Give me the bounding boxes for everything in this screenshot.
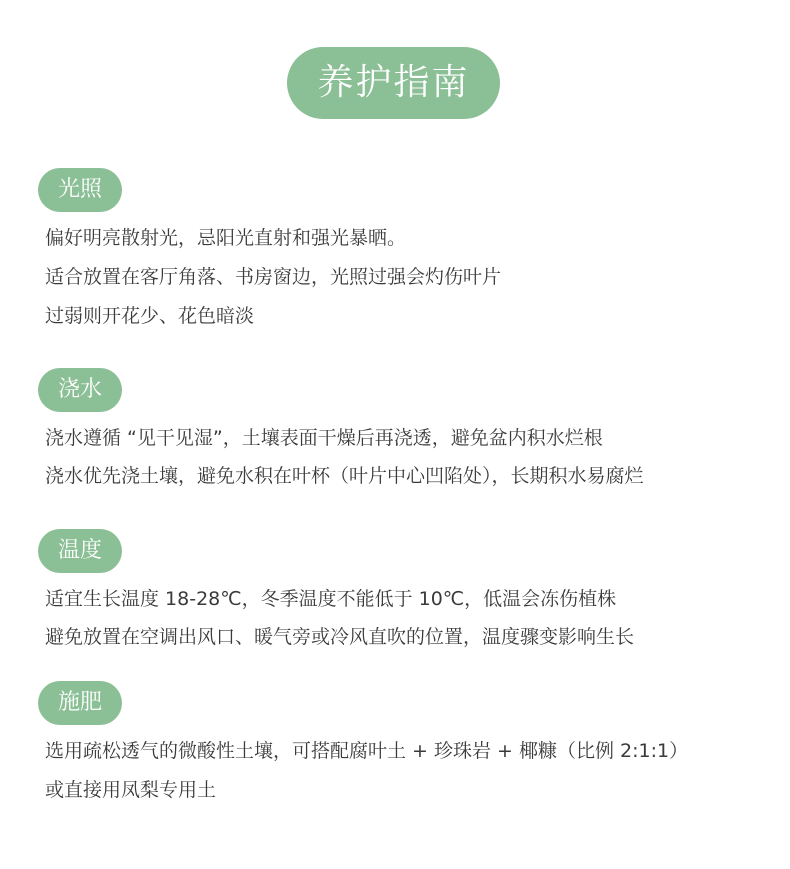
section-text-line: 浇水优先浇土壤，避免水积在叶杯（叶片中心凹陷处），长期积水易腐烂	[45, 465, 644, 487]
section-text-line: 适宜生长温度 18-28℃，冬季温度不能低于 10℃，低温会冻伤植株	[45, 588, 617, 610]
page-title: 养护指南	[287, 47, 500, 119]
section-text-line: 选用疏松透气的微酸性土壤，可搭配腐叶土 + 珍珠岩 + 椰糠（比例 2:1:1）	[45, 740, 689, 762]
section-text-line: 浇水遵循 “见干见湿”，土壤表面干燥后再浇透，避免盆内积水烂根	[45, 427, 603, 449]
section-text-line: 适合放置在客厅角落、书房窗边，光照过强会灼伤叶片	[45, 266, 502, 288]
section-text-line: 过弱则开花少、花色暗淡	[45, 305, 255, 327]
section-heading-light: 光照	[38, 168, 122, 212]
section-heading-temperature: 温度	[38, 529, 122, 573]
section-text-line: 避免放置在空调出风口、暖气旁或冷风直吹的位置，温度骤变影响生长	[45, 626, 635, 648]
section-heading-watering: 浇水	[38, 368, 122, 412]
section-text-line: 或直接用凤梨专用土	[45, 779, 217, 801]
section-heading-fertilizing: 施肥	[38, 681, 122, 725]
section-text-line: 偏好明亮散射光，忌阳光直射和强光暴晒。	[45, 227, 407, 249]
